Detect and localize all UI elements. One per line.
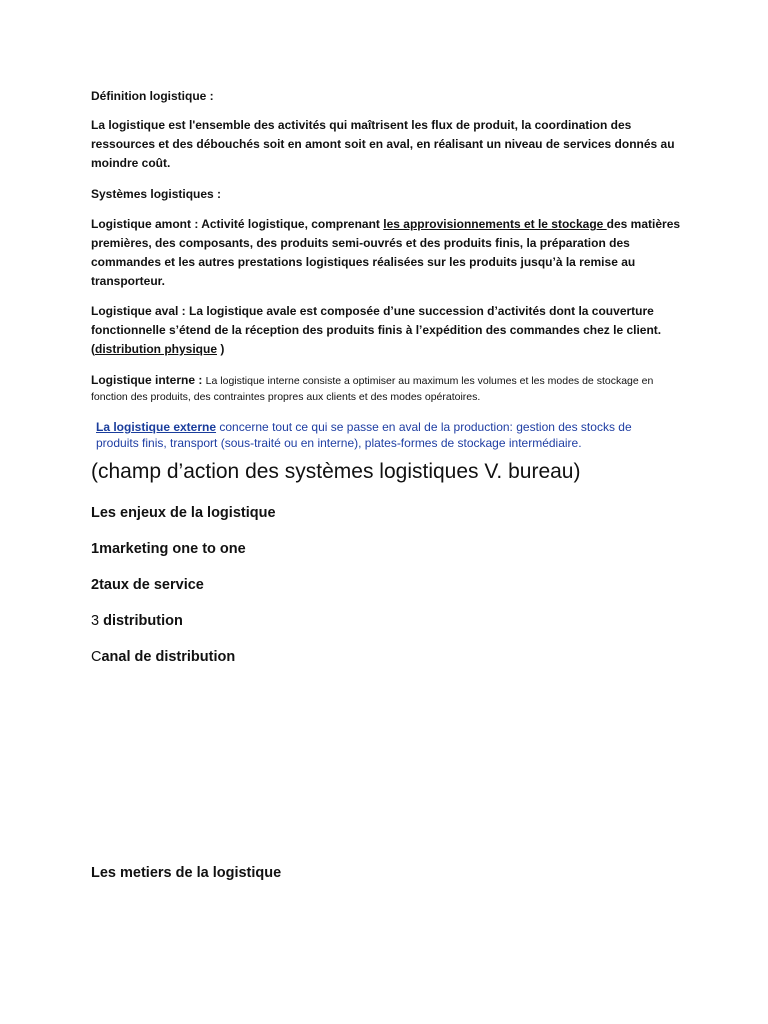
canal-heading [91, 647, 691, 667]
externe-text: concerne tout ce qui se passe en aval de la production: gestion des stocks de produits finis, transport (sous-traité ou en interne), plates-formes de stockage intermédiaire. [96, 420, 632, 450]
amont-paragraph [91, 215, 691, 291]
interne-text: La logistique interne consiste a optimiser au maximum les volumes et les modes de stockage en fonction des produits, des contraintes propres aux clients et des modes opératoires. [91, 375, 654, 403]
aval-label: Logistique aval : [91, 304, 190, 318]
externe-paragraph [96, 419, 666, 451]
amont-label: Logistique amont : [91, 217, 202, 231]
aval-paragraph [91, 302, 691, 359]
definition-heading: Définition logistique : [91, 89, 214, 103]
aval-text: La logistique avale est composée d’une succession d’activités dont la couverture fonctionnelle s’étend de la réception des produits finis à l’expédition des commandes chez le client. ( [91, 304, 662, 356]
externe-link[interactable]: La logistique externe [96, 420, 217, 434]
aval-text-end: ) [217, 342, 225, 356]
enjeux-item-3 [91, 611, 691, 631]
enjeux-item-3-text: distribution [103, 613, 183, 629]
enjeux-heading: Les enjeux de la logistique [91, 505, 276, 521]
definition-paragraph: La logistique est l'ensemble des activités qui maîtrisent les flux de produit, la coordination des ressources et des débouchés soit en amont soit en aval, en réalisant un niveau de services donnés au moindre coût. [91, 118, 675, 170]
amont-text-after: des matières premières, des composants, des produits semi-ouvrés et des produits finis, la préparation des commandes et les autres prestations logistiques réalisées sur les produits jusqu’à la remise au transporteur. [91, 217, 681, 288]
enjeux-item-1: 1marketing one to one [91, 541, 246, 557]
interne-label: Logistique interne : [91, 373, 206, 387]
amont-text-before: Activité logistique, comprenant [201, 217, 384, 231]
systems-heading: Systèmes logistiques : [91, 187, 222, 201]
enjeux-item-2: 2taux de service [91, 577, 204, 593]
canal-rest: anal de distribution [101, 649, 236, 665]
metiers-heading: Les metiers de la logistique [91, 865, 282, 881]
champ-heading: (champ d’action des systèmes logistiques V. bureau) [91, 460, 581, 483]
canal-initial: C [91, 649, 102, 665]
interne-paragraph [91, 372, 691, 405]
amont-underlined: les approvisionnements et le stockage [383, 217, 607, 231]
enjeux-item-3-number: 3 [91, 613, 104, 629]
aval-underlined: distribution physique [95, 342, 217, 356]
